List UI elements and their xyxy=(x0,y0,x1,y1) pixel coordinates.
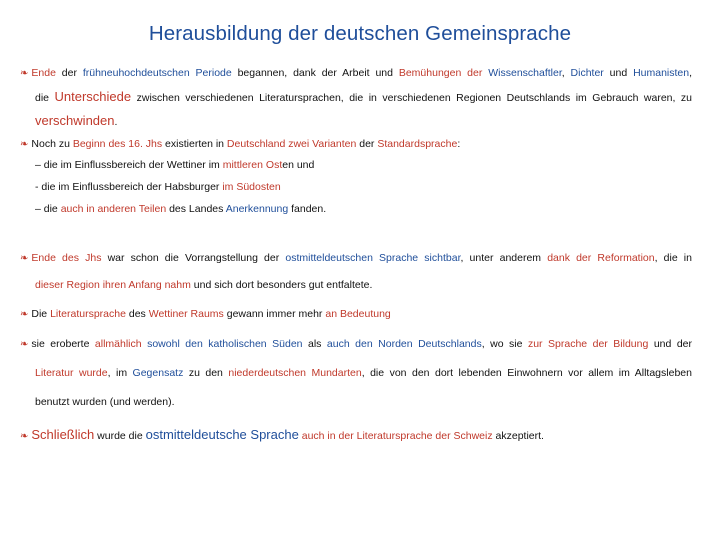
text-segment: Literatursprache xyxy=(50,308,126,320)
text-segment: , xyxy=(561,67,571,79)
text-segment: fanden. xyxy=(288,203,327,215)
branch-bullet-icon: ❧ xyxy=(20,253,29,264)
branch-bullet-icon: ❧ xyxy=(20,139,29,150)
text-segment: . xyxy=(114,116,118,128)
paragraph-2-line-2 xyxy=(35,158,692,172)
text-segment: , im xyxy=(107,367,133,379)
paragraph-3-line-1 xyxy=(20,251,692,266)
text-segment: - die im Einflussbereich der Habsburger xyxy=(35,181,223,193)
text-segment: auch den Norden Deutschlands xyxy=(326,338,482,350)
text-segment: als xyxy=(302,338,327,350)
text-segment: mittleren Ost xyxy=(222,159,283,171)
text-segment: : xyxy=(457,138,461,150)
branch-bullet-icon: ❧ xyxy=(20,431,29,442)
text-segment: en und xyxy=(282,159,315,171)
branch-bullet-icon: ❧ xyxy=(20,309,29,320)
text-segment: Literatur wurde xyxy=(35,367,108,379)
text-segment: der xyxy=(55,67,83,79)
text-segment: Dichter xyxy=(570,67,604,79)
text-segment: der xyxy=(356,138,378,150)
paragraph-4-line-1 xyxy=(20,307,692,322)
text-segment: die xyxy=(35,92,55,104)
text-segment: an Bedeutung xyxy=(325,308,391,320)
text-segment: Unterschiede xyxy=(54,89,132,104)
paragraph-1-line-3 xyxy=(35,114,692,129)
text-segment: Bemühungen der xyxy=(398,67,483,79)
text-segment: , unter anderem xyxy=(460,252,548,264)
branch-bullet-icon: ❧ xyxy=(20,339,29,350)
paragraph-5-line-1 xyxy=(20,337,692,352)
text-segment: Deutschland zwei Varianten xyxy=(226,138,357,150)
text-segment: Beginn des 16. Jhs xyxy=(72,138,163,150)
text-segment: , xyxy=(689,67,693,79)
text-segment: dieser Region ihren Anfang nahm xyxy=(35,279,191,291)
text-segment: begannen, dank der Arbeit und xyxy=(231,67,399,79)
text-segment: Ende xyxy=(31,67,56,79)
text-segment: sowohl den katholischen Süden xyxy=(147,338,303,350)
text-segment: wurde die xyxy=(94,430,146,442)
text-segment: akzeptiert. xyxy=(492,430,544,442)
text-segment: , die in xyxy=(654,252,692,264)
text-segment: Die xyxy=(31,308,51,320)
text-segment: des Landes xyxy=(166,203,226,215)
text-segment: sichtbar xyxy=(424,252,461,264)
text-segment: allmählich xyxy=(94,338,142,350)
text-segment: und xyxy=(603,67,634,79)
paragraph-3-line-2 xyxy=(35,278,692,292)
paragraph-2-line-1 xyxy=(20,137,692,152)
text-segment: benutzt wurden (und werden). xyxy=(35,396,175,408)
paragraph-5-line-3 xyxy=(35,395,692,409)
text-segment: – die im Einflussbereich der Wettiner im xyxy=(35,159,223,171)
text-segment: Noch zu xyxy=(31,138,73,150)
text-segment: – die xyxy=(35,203,61,215)
text-segment: ostmitteldeutsche Sprache xyxy=(145,427,299,442)
text-segment: zu den xyxy=(183,367,229,379)
text-segment: dank der Reformation xyxy=(547,252,655,264)
text-segment: sie eroberte xyxy=(31,338,95,350)
text-segment: und sich dort besonders gut entfaltete. xyxy=(190,279,373,291)
paragraph-1-line-2 xyxy=(35,90,692,105)
text-segment: frühneuhochdeutschen Periode xyxy=(82,67,232,79)
text-segment: gewann immer mehr xyxy=(223,308,326,320)
slide-title: Herausbildung der deutschen Gemeinsprache xyxy=(148,22,572,45)
paragraph-1-line-1 xyxy=(20,66,692,81)
text-segment: Humanisten xyxy=(633,67,690,79)
text-segment: zur Sprache der Bildung xyxy=(527,338,649,350)
text-segment: zwischen verschiedenen Literatursprachen, die in verschiedenen Regionen Deutschlands im Gebrauch waren, zu xyxy=(131,92,693,104)
text-segment: Ende des Jhs xyxy=(31,252,102,264)
text-segment: auch in der Literatursprache der Schweiz xyxy=(301,430,493,442)
text-segment: war schon die Vorrangstellung der xyxy=(101,252,286,264)
text-segment: verschwinden xyxy=(35,113,115,128)
text-segment: und der xyxy=(648,338,693,350)
text-segment: Schließlich xyxy=(31,427,95,442)
text-segment: auch in anderen Teilen xyxy=(60,203,167,215)
text-segment: Gegensatz xyxy=(132,367,184,379)
paragraph-6-line-1 xyxy=(20,428,692,444)
text-segment: Anerkennung xyxy=(225,203,289,215)
text-segment: existierten in xyxy=(162,138,227,150)
text-segment: Standardsprache xyxy=(377,138,458,150)
text-segment: im Südosten xyxy=(222,181,281,193)
text-segment: Wettiner Raums xyxy=(148,308,224,320)
text-segment: , die von den dort lebenden Einwohnern vor allem im Alltagsleben xyxy=(361,367,692,379)
text-segment: , wo sie xyxy=(481,338,528,350)
paragraph-5-line-2 xyxy=(35,366,692,380)
text-segment: ostmitteldeutschen Sprache xyxy=(285,252,419,264)
paragraph-2-line-3 xyxy=(35,180,692,194)
text-segment: Wissenschaftler xyxy=(488,67,562,79)
paragraph-2-line-4 xyxy=(35,202,692,216)
text-segment: niederdeutschen Mundarten xyxy=(228,367,362,379)
branch-bullet-icon: ❧ xyxy=(20,68,29,79)
text-segment: des xyxy=(125,308,149,320)
